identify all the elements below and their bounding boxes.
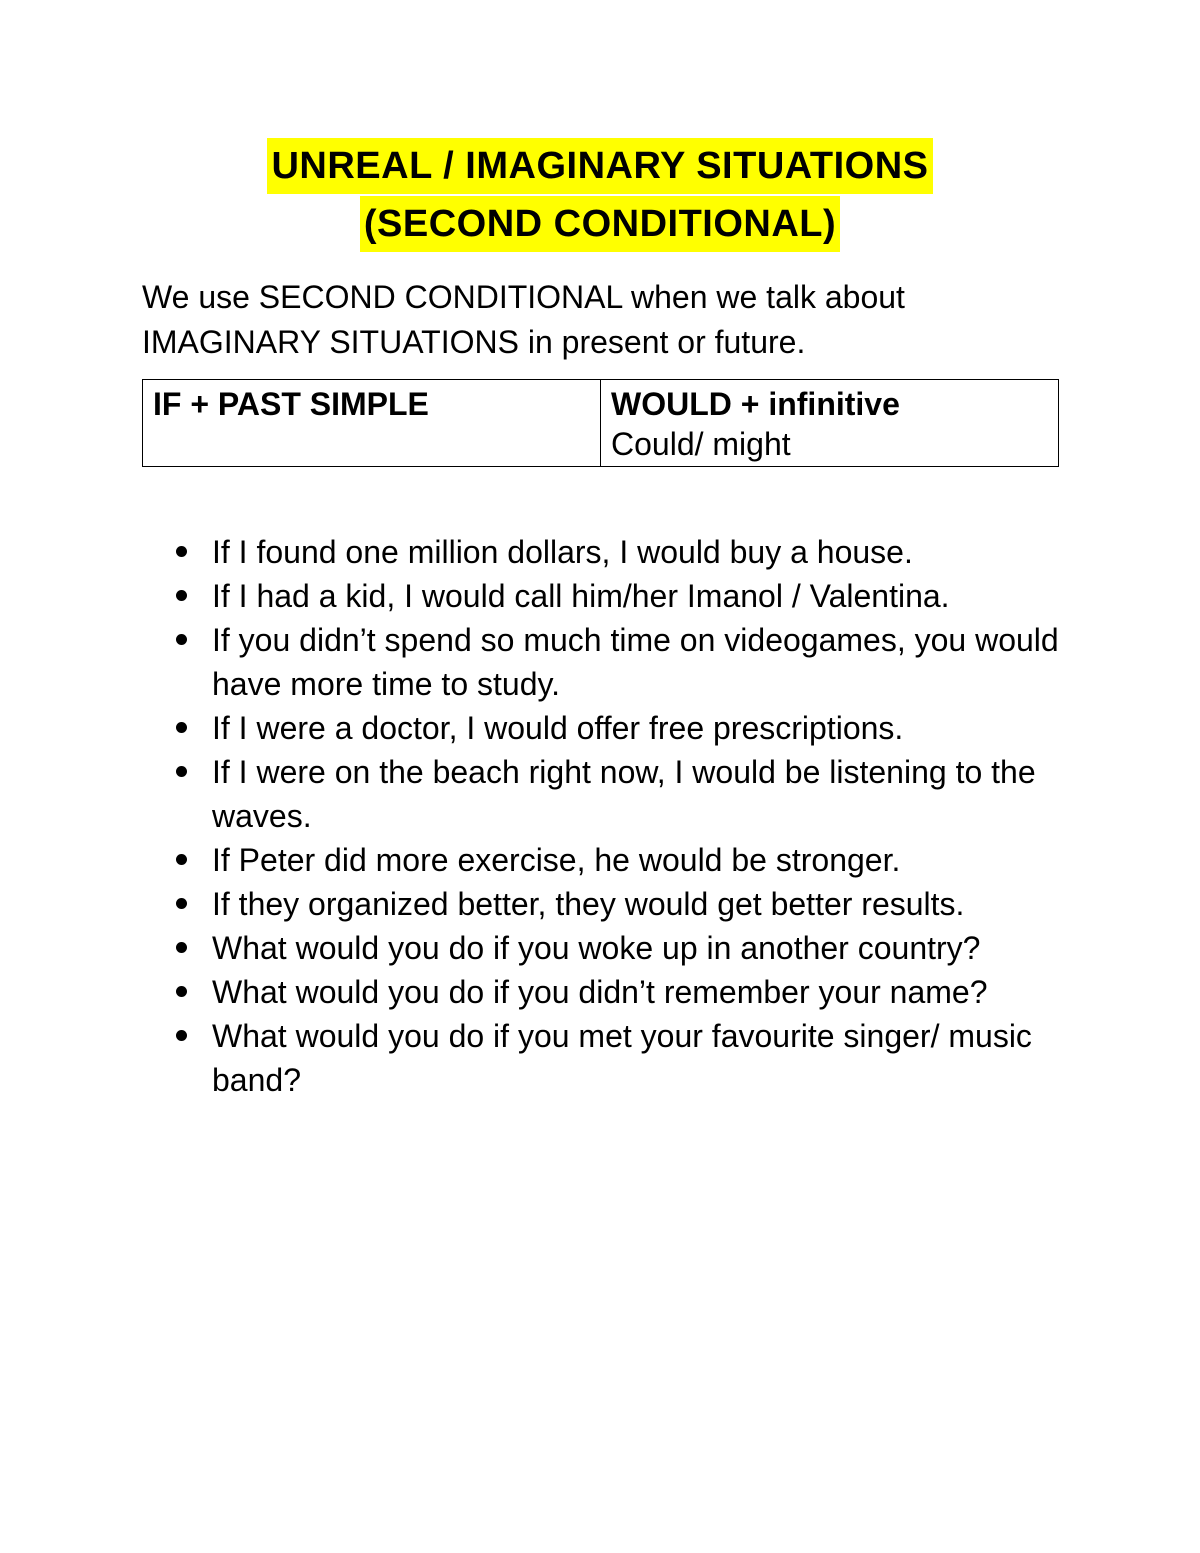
title-line-1: UNREAL / IMAGINARY SITUATIONS bbox=[267, 138, 932, 194]
list-item bbox=[142, 1014, 1062, 1102]
example-text: If I were a doctor, I would offer free prescriptions. bbox=[212, 710, 904, 746]
bullet-icon bbox=[176, 634, 187, 645]
bullet-icon bbox=[176, 942, 187, 953]
list-item bbox=[142, 706, 1062, 750]
example-text: If I found one million dollars, I would buy a house. bbox=[212, 534, 913, 570]
examples-list bbox=[142, 530, 1062, 1102]
structure-table bbox=[142, 379, 1059, 467]
example-text: If you didn’t spend so much time on videogames, you would have more time to study. bbox=[212, 622, 1059, 702]
intro-paragraph bbox=[142, 275, 1062, 365]
list-item bbox=[142, 970, 1062, 1014]
example-text: If Peter did more exercise, he would be stronger. bbox=[212, 842, 901, 878]
result-clause-alternatives: Could/ might bbox=[611, 426, 791, 462]
bullet-icon bbox=[176, 1030, 187, 1041]
table-cell-if-clause bbox=[143, 380, 601, 467]
list-item bbox=[142, 838, 1062, 882]
result-clause-label: WOULD + infinitive bbox=[611, 386, 900, 422]
bullet-icon bbox=[176, 898, 187, 909]
title-block bbox=[0, 138, 1200, 254]
table-cell-result-clause bbox=[601, 380, 1059, 467]
bullet-icon bbox=[176, 722, 187, 733]
table-row bbox=[143, 380, 1059, 467]
list-item bbox=[142, 574, 1062, 618]
list-item bbox=[142, 926, 1062, 970]
list-item bbox=[142, 882, 1062, 926]
example-text: If I had a kid, I would call him/her Imanol / Valentina. bbox=[212, 578, 950, 614]
bullet-icon bbox=[176, 590, 187, 601]
list-item bbox=[142, 618, 1062, 706]
bullet-icon bbox=[176, 766, 187, 777]
list-item bbox=[142, 750, 1062, 838]
if-clause-label: IF + PAST SIMPLE bbox=[153, 386, 429, 422]
bullet-icon bbox=[176, 986, 187, 997]
intro-line-2: IMAGINARY SITUATIONS in present or future. bbox=[142, 324, 806, 360]
intro-line-1: We use SECOND CONDITIONAL when we talk about bbox=[142, 279, 905, 315]
example-text: If they organized better, they would get better results. bbox=[212, 886, 965, 922]
bullet-icon bbox=[176, 854, 187, 865]
title-line-2: (SECOND CONDITIONAL) bbox=[360, 196, 840, 252]
list-item bbox=[142, 530, 1062, 574]
example-text: What would you do if you woke up in another country? bbox=[212, 930, 981, 966]
bullet-icon bbox=[176, 546, 187, 557]
example-text: What would you do if you didn’t remember your name? bbox=[212, 974, 988, 1010]
example-text: If I were on the beach right now, I would be listening to the waves. bbox=[212, 754, 1036, 834]
example-text: What would you do if you met your favourite singer/ music band? bbox=[212, 1018, 1032, 1098]
